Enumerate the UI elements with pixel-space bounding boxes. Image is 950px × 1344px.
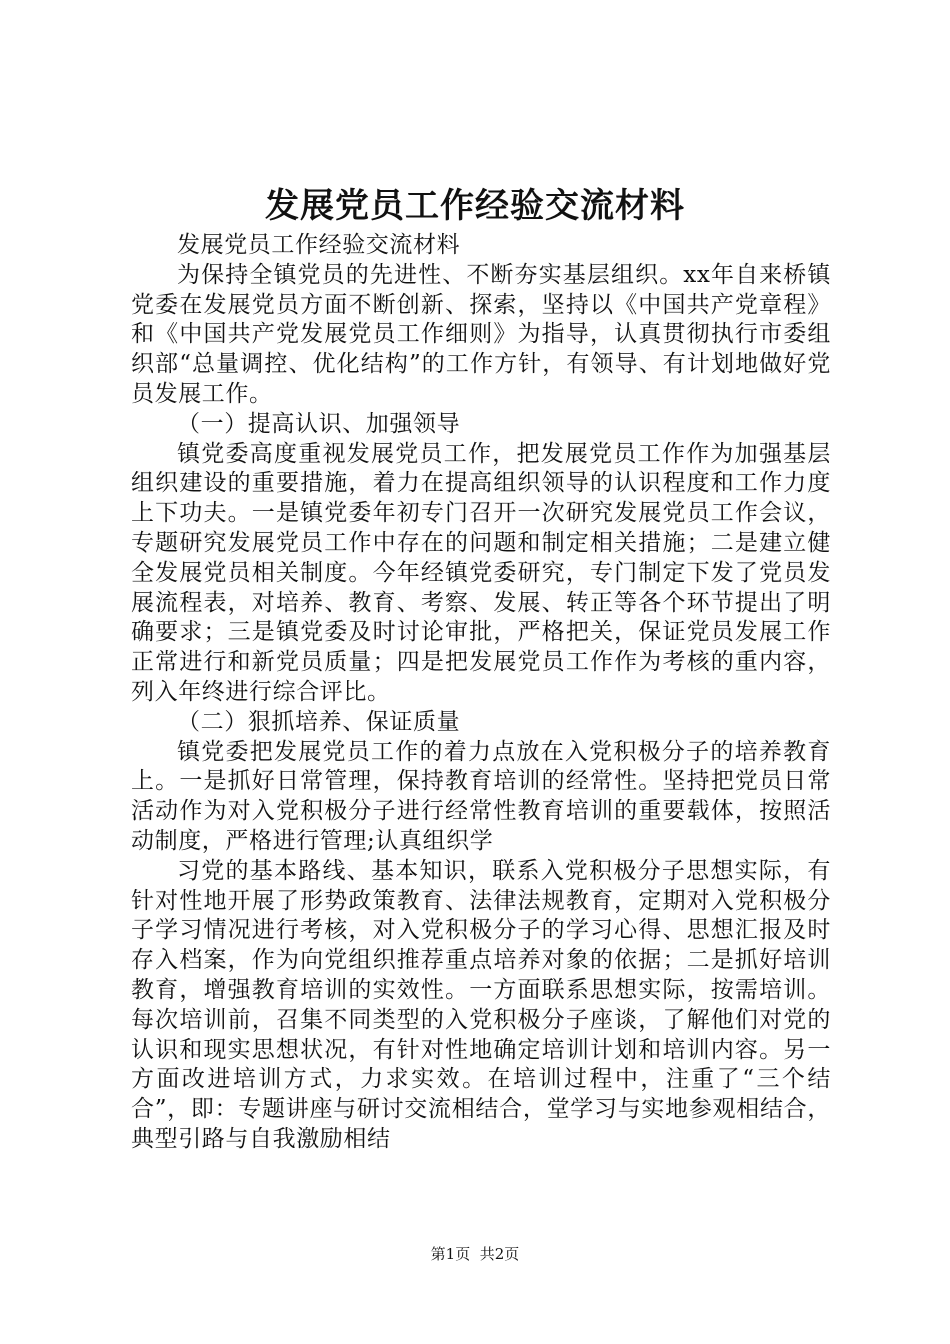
paragraph-section-2b: 习党的基本路线、基本知识，联系入党积极分子思想实际，有针对性地开展了形势政策教育、法律法规教育，定期对入党积极分子学习情况进行考核，对入党积极分子的学习心得、思想汇报及时存入档案，作为向党组织推荐重点培养对象的依据；二是抓好培训教育，增强教育培训的实效性。一方面联系思想实际，按需培训。每次培训前，召集不同类型的入党积极分子座谈，了解他们对党的认识和现实思想状况，有针对性地确定培训计划和培训内容。另一方面改进培训方式，力求实效。在培训过程中，注重了“三个结合”，即：专题讲座与研讨交流相结合，堂学习与实地参观相结合，典型引路与自我激励相结: [131, 857, 831, 1152]
document-body: [131, 231, 831, 1155]
section-heading-2: （二）狠抓培养、保证质量: [177, 708, 461, 735]
paragraph-intro: 为保持全镇党员的先进性、不断夯实基层组织。xx年自来桥镇党委在发展党员方面不断创新、探索，坚持以《中国共产党章程》和《中国共产党发展党员工作细则》为指导，认真贯彻执行市委组织部“总量调控、优化结构”的工作方针，有领导、有计划地做好党员发展工作。: [131, 261, 831, 407]
paragraph-section-2a: 镇党委把发展党员工作的着力点放在入党积极分子的培养教育上。一是抓好日常管理，保持教育培训的经常性。坚持把党员日常活动作为对入党积极分子进行经常性教育培训的重要载体，按照活动制度，严格进行管理;认真组织学: [131, 738, 831, 854]
document-title: 发展党员工作经验交流材料: [265, 186, 685, 226]
page-footer: [0, 1244, 950, 1264]
paragraph-section-1: 镇党委高度重视发展党员工作，把发展党员工作作为加强基层组织建设的重要措施，着力在提高组织领导的认识程度和工作力度上下功夫。一是镇党委年初专门召开一次研究发展党员工作会议，专题研究发展党员工作中存在的问题和制定相关措施；二是建立健全发展党员相关制度。今年经镇党委研究，专门制定下发了党员发展流程表，对培养、教育、考察、发展、转正等各个环节提出了明确要求；三是镇党委及时讨论审批，严格把关，保证党员发展工作正常进行和新党员质量；四是把发展党员工作作为考核的重内容，列入年终进行综合评比。: [131, 440, 831, 705]
page-total: 共2页: [479, 1245, 520, 1263]
paragraph-subtitle: 发展党员工作经验交流材料: [177, 232, 461, 258]
page-number: 第1页: [430, 1245, 471, 1263]
section-heading-1: （一）提高认识、加强领导: [177, 410, 461, 437]
